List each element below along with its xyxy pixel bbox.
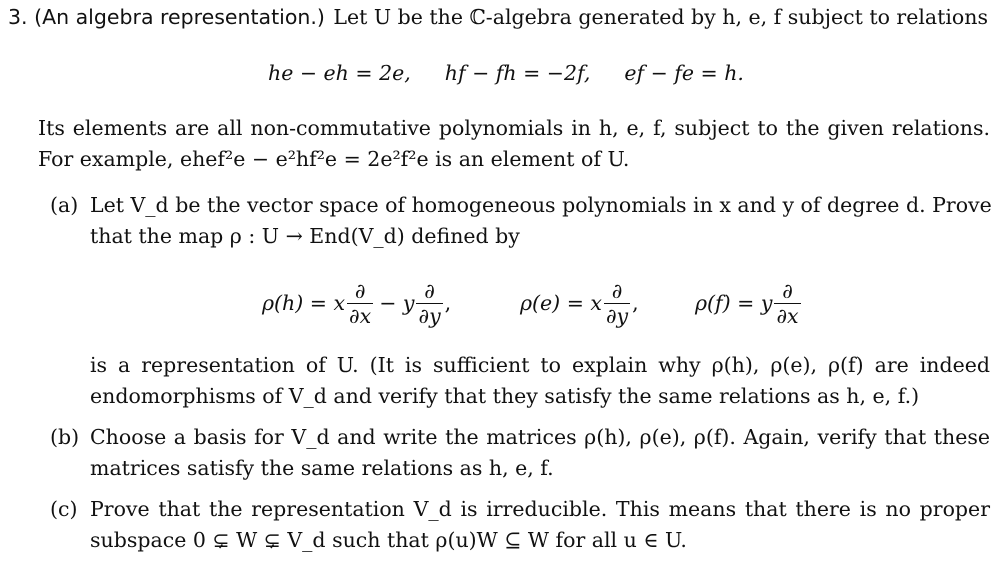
part-b-line-1: Choose a basis for V_d and write the matrices ρ(h), ρ(e), ρ(f). Again, verify that these	[90, 425, 990, 449]
part-a-line-2: that the map ρ : U → End(V_d) defined by	[90, 224, 520, 248]
partial-x-fraction	[347, 279, 373, 328]
problem-number: 3.	[8, 5, 28, 29]
partial-y: ∂y	[418, 303, 441, 328]
partial-x: ∂x	[776, 303, 799, 328]
part-a-line-1: Let V_d be the vector space of homogeneous polynomials in x and y of degree d. Prove	[90, 193, 992, 217]
partial-x-fraction	[774, 279, 800, 328]
relation-ef: ef − fe = h.	[624, 61, 744, 85]
rho-h-lhs: ρ(h) = x	[262, 291, 346, 315]
partial-symbol: ∂	[424, 278, 435, 303]
partial-y-fraction	[604, 279, 630, 328]
problem-title: (An algebra representation.)	[34, 5, 325, 29]
problem-intro: Let U be the ℂ-algebra generated by h, e, f subject to relations	[333, 5, 988, 29]
part-b-line-2: matrices satisfy the same relations as h, e, f.	[90, 456, 554, 480]
relation-hf: hf − fh = −2f,	[444, 61, 591, 85]
problem-number-and-title	[8, 4, 325, 30]
partial-y: ∂y	[605, 303, 629, 328]
part-c-label: (c)	[50, 497, 78, 521]
part-a-label: (a)	[50, 193, 79, 217]
rho-h-formula: ρ(h) = x $\frac{\partial}{\partial x}$ − y $\frac{\partial}{\partial y}$ ,	[262, 278, 452, 328]
rho-e-lhs: ρ(e) = x	[520, 291, 602, 315]
part-c-line-2: subspace 0 ⊊ W ⊊ V_d such that ρ(u)W ⊆ W for all u ∈ U.	[90, 528, 687, 552]
partial-symbol: ∂	[782, 278, 793, 303]
rho-h-mid: − y	[379, 291, 415, 315]
relations-display	[268, 60, 768, 86]
rho-f-lhs: ρ(f) = y	[695, 291, 773, 315]
partial-y-fraction	[416, 279, 442, 328]
part-c-line-1: Prove that the representation V_d is irreducible. This means that there is no proper	[90, 497, 990, 521]
partial-x: ∂x	[349, 303, 372, 328]
rho-formulas	[0, 268, 1000, 338]
part-a-line-4: endomorphisms of V_d and verify that they satisfy the same relations as h, e, f.)	[90, 384, 920, 408]
elements-line-2: For example, ehef²e − e²hf²e = 2e²f²e is an element of U.	[38, 147, 630, 171]
partial-symbol: ∂	[354, 278, 366, 303]
rho-e-formula: ρ(e) = x $\frac{\partial}{\partial y}$ ,	[520, 278, 639, 328]
relation-he: he − eh = 2e,	[268, 61, 411, 85]
partial-symbol: ∂	[611, 278, 623, 303]
part-b-label: (b)	[50, 425, 80, 449]
part-a-line-3: is a representation of U. (It is sufficient to explain why ρ(h), ρ(e), ρ(f) are indeed	[90, 353, 990, 377]
elements-line-1: Its elements are all non-commutative polynomials in h, e, f, subject to the given relations.	[38, 116, 990, 140]
problem-heading	[8, 4, 988, 30]
rho-f-formula	[695, 268, 803, 338]
